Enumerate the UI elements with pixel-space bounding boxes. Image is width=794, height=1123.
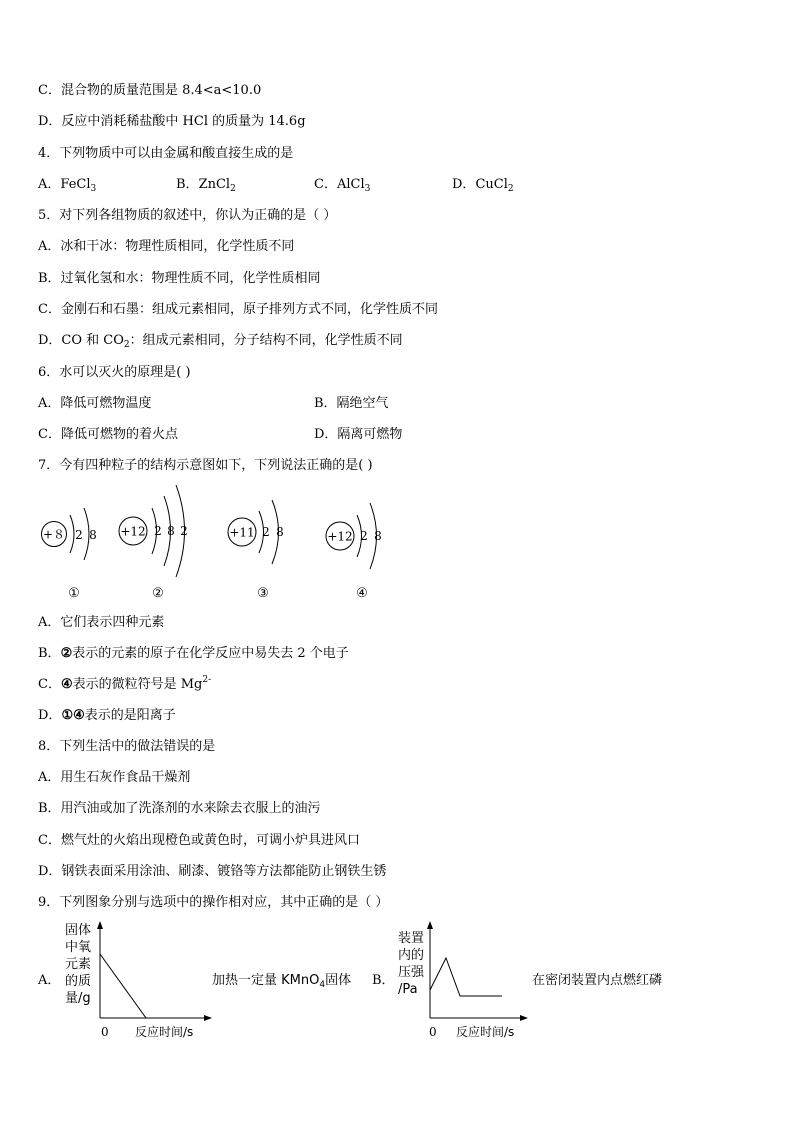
particle-2	[119, 485, 188, 601]
q8-option-d[interactable]: D．钢铁表面采用涂油、刷漆、镀铬等方法都能防止钢铁生锈	[38, 864, 387, 879]
shell-electrons: 8	[167, 524, 175, 538]
q9b-graph	[426, 920, 536, 1030]
circled-number: ④	[60, 677, 73, 692]
y-label-line: /Pa	[398, 982, 418, 997]
q5-option-a[interactable]: A．冰和干冰：物理性质相同，化学性质不同	[38, 239, 295, 254]
formula: ZnCl	[198, 177, 231, 192]
y-label-line: 固体	[65, 923, 92, 938]
text: 表示的是阳离子	[84, 708, 176, 723]
shell-electrons: 8	[89, 528, 97, 542]
particle-3	[228, 500, 284, 601]
formula-subscript: 4	[319, 980, 326, 990]
q9b-y-axis-label	[398, 930, 428, 998]
formula: FeCl	[60, 177, 91, 192]
particle-structure-diagrams	[0, 478, 794, 608]
y-label-line: 元素	[65, 957, 92, 972]
particle-4	[326, 503, 382, 601]
option-letter: D．	[452, 177, 476, 192]
text: C．	[38, 677, 61, 692]
q8-option-a[interactable]: A．用生石灰作食品干燥剂	[38, 770, 191, 785]
y-label-line: 中氧	[65, 940, 92, 955]
question-8: 8．下列生活中的做法错误的是	[38, 739, 216, 754]
text: 表示的元素的原子在化学反应中易失去 2 个电子	[72, 646, 349, 661]
formula-subscript: 2	[230, 184, 236, 194]
formula-subscript: 2	[123, 340, 130, 350]
q7-option-c[interactable]	[38, 677, 211, 693]
question-6: 6．水可以灭火的原理是( )	[38, 365, 191, 380]
question-7: 7．今有四种粒子的结构示意图如下，下列说法正确的是( )	[38, 458, 373, 473]
option-c-mixture-mass: C．混合物的质量范围是 8.4<a<10.0	[38, 83, 262, 98]
q4-option-c[interactable]	[314, 177, 370, 193]
nucleus-charge: +８	[42, 527, 66, 542]
text: 加热一定量 KMnO	[212, 973, 320, 988]
formula-subscript: 3	[90, 184, 97, 194]
y-label-line: 装置	[398, 931, 425, 946]
q6-option-a[interactable]: A．降低可燃物温度	[38, 396, 152, 411]
particle-label: ④	[356, 586, 368, 601]
shell-electrons: 8	[276, 525, 284, 539]
formula-subscript: 2	[507, 184, 514, 194]
shell-electrons: 2	[360, 529, 368, 543]
y-label-line: 的质	[65, 974, 92, 989]
shell-electrons: 2	[154, 524, 162, 538]
question-9: 9．下列图象分别与选项中的操作相对应，其中正确的是（ ）	[38, 895, 389, 910]
q7-option-b[interactable]	[38, 646, 349, 662]
q7-option-a[interactable]: A．它们表示四种元素	[38, 615, 165, 630]
q5-option-d[interactable]	[38, 333, 403, 349]
q9a-y-axis-label	[65, 922, 95, 1007]
q9b-origin: 0	[429, 1025, 437, 1039]
particle-label: ③	[257, 586, 269, 601]
shell-electrons: 2	[75, 528, 83, 542]
q5-option-b[interactable]: B．过氧化氢和水：物理性质不同，化学性质相同	[38, 271, 321, 286]
text: D．CO 和 CO	[38, 333, 124, 348]
q9a-graph	[96, 920, 216, 1030]
formula: CuCl	[475, 177, 508, 192]
nucleus-charge: +11	[229, 525, 255, 540]
text: B．	[38, 646, 61, 661]
option-d-hcl-mass: D．反应中消耗稀盐酸中 HCl 的质量为 14.6g	[38, 114, 306, 129]
circled-number: ②	[60, 646, 73, 661]
option-letter: B．	[176, 177, 199, 192]
q8-option-b[interactable]: B．用汽油或加了洗涤剂的水来除去衣服上的油污	[38, 801, 321, 816]
q4-option-a[interactable]	[38, 177, 96, 193]
q9a-origin: 0	[101, 1025, 109, 1039]
q9a-description	[212, 973, 351, 989]
q9-option-a-letter[interactable]: A．	[38, 973, 61, 988]
y-label-line: 量/g	[65, 991, 91, 1006]
data-line	[430, 958, 502, 996]
circled-number: ①④	[61, 708, 85, 723]
formula-subscript: 3	[364, 184, 371, 194]
text: ：组成元素相同，分子结构不同，化学性质不同	[129, 333, 403, 348]
particle-label: ②	[152, 586, 164, 601]
data-line	[100, 954, 146, 1018]
shell-electrons: 2	[262, 525, 270, 539]
q8-option-c[interactable]: C．燃气灶的火焰出现橙色或黄色时，可调小炉具进风口	[38, 833, 360, 848]
particle-label: ①	[68, 586, 80, 601]
q4-option-d[interactable]	[452, 177, 514, 193]
shell-electrons: 2	[180, 524, 188, 538]
q6-option-c[interactable]: C．降低可燃物的着火点	[38, 427, 178, 442]
q9b-description: 在密闭装置内点燃红磷	[532, 973, 663, 988]
y-label-line: 内的	[398, 948, 425, 963]
formula: AlCl	[336, 177, 365, 192]
question-5: 5．对下列各组物质的叙述中，你认为正确的是（ ）	[38, 208, 337, 223]
q9b-x-axis-label: 反应时间/s	[456, 1025, 515, 1039]
q9-option-b-letter[interactable]: B．	[372, 973, 395, 988]
q6-option-d[interactable]: D．隔离可燃物	[314, 427, 403, 442]
q4-option-b[interactable]	[176, 177, 236, 193]
nucleus-charge: +12	[120, 524, 146, 539]
q9a-x-axis-label: 反应时间/s	[135, 1025, 194, 1039]
q5-option-c[interactable]: C．金刚石和石墨：组成元素相同，原子排列方式不同，化学性质不同	[38, 302, 438, 317]
option-letter: A．	[38, 177, 61, 192]
text: D．	[38, 708, 62, 723]
text: 固体	[325, 973, 352, 988]
nucleus-charge: +12	[327, 529, 353, 544]
text: 表示的微粒符号是 Mg	[72, 677, 203, 692]
question-4: 4．下列物质中可以由金属和酸直接生成的是	[38, 146, 294, 161]
particle-1	[42, 508, 97, 601]
charge-superscript: 2-	[202, 675, 212, 685]
y-label-line: 压强	[398, 965, 425, 980]
q7-option-d[interactable]	[38, 708, 176, 724]
q6-option-b[interactable]: B．隔绝空气	[314, 396, 389, 411]
shell-electrons: 8	[374, 529, 382, 543]
option-letter: C．	[314, 177, 337, 192]
